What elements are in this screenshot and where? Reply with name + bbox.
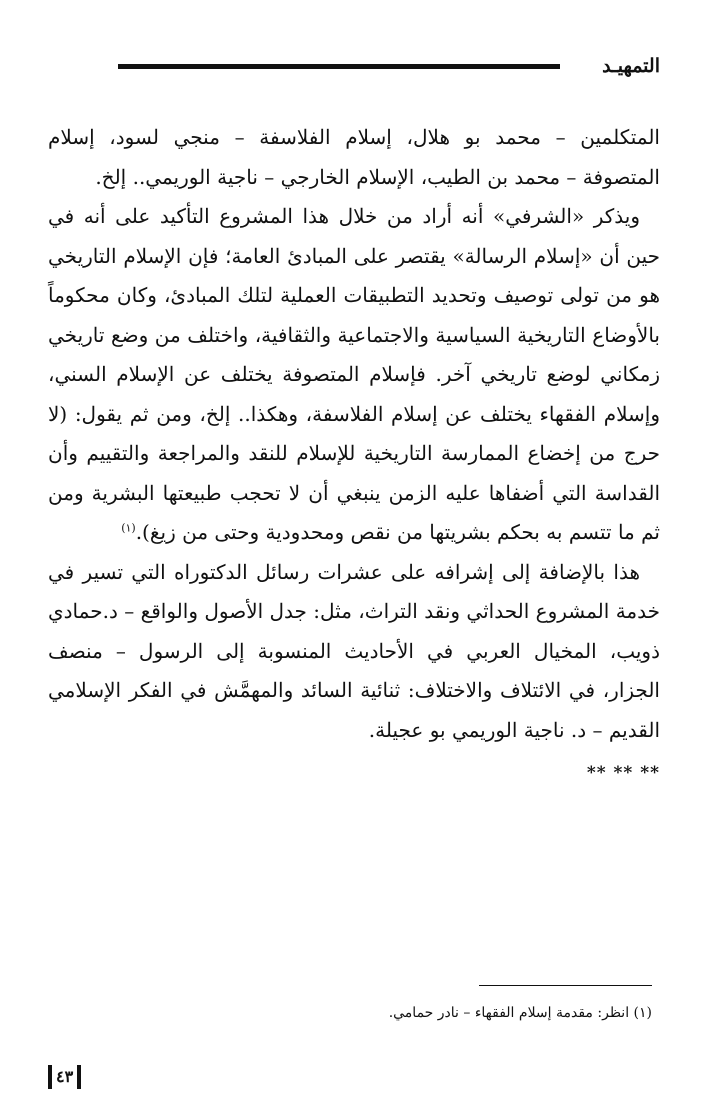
running-header [118, 54, 660, 80]
main-text [48, 118, 660, 794]
footnote: (١) انظر: مقدمة إسلام الفقهاء – نادر حمامي. [388, 1005, 652, 1021]
footnote-rule [479, 985, 652, 986]
chapter-title: التمهيـد [602, 55, 660, 77]
header-rule [118, 64, 560, 69]
page-number-bar-right [77, 1065, 81, 1089]
paragraph-continued: المتكلمين – محمد بو هلال، إسلام الفلاسفة – منجي لسود، إسلام المتصوفة – محمد بن الطيب، الإسلام الخارجي – ناجية الوريمي.. إلخ. [48, 125, 660, 189]
paragraph-sharafi [48, 197, 660, 553]
paragraph-sharafi-text: ويذكر «الشرفي» أنه أراد من خلال هذا المشروع التأكيد على أنه في حين أن «إسلام الرسالة» يقتصر على المبادئ العامة؛ فإن الإسلام التاريخي هو من تولى توصيف وتحديد التطبيقات العملية لتلك المبادئ، وكان محكوماً بالأوضاع التاريخية السياسية والاجتماعية والثقافية، واختلف من وضع تاريخي زمكاني لوضع تاريخي آخر. فإسلام المتصوفة يختلف عن الإسلام السني، وإسلام الفقهاء يختلف عن إسلام الفلاسفة، وهكذا.. إلخ، ومن ثم يقول: (لا حرج من إخضاع الممارسة التاريخية للإسلام للنقد والمراجعة والتقييم وأن القداسة التي أضفاها عليه الزمن ينبغي أن لا تحجب طبيعتها البشرية ومن ثم ما تتسم به بحكم بشريتها من نقص ومحدودية وحتى من زيغ). [48, 204, 660, 544]
footnote-marker[interactable]: (١) [121, 521, 136, 535]
page-number [48, 1064, 81, 1090]
paragraph-dissertations: هذا بالإضافة إلى إشرافه على عشرات رسائل الدكتوراه التي تسير في خدمة المشروع الحداثي ونقد التراث، مثل: جدل الأصول والواقع – د.حمادي ذويب، المخيال العربي في الأحاديث المنسوبة إلى الرسول – منصف الجزار، في الائتلاف والاختلاف: ثنائية السائد والمهمَّش في الفكر الإسلامي القديم – د. ناجية الوريمي بو عجيلة. [48, 559, 660, 742]
page-number-text: ٤٣ [56, 1067, 74, 1086]
section-separator: ** ** ** [586, 763, 660, 783]
